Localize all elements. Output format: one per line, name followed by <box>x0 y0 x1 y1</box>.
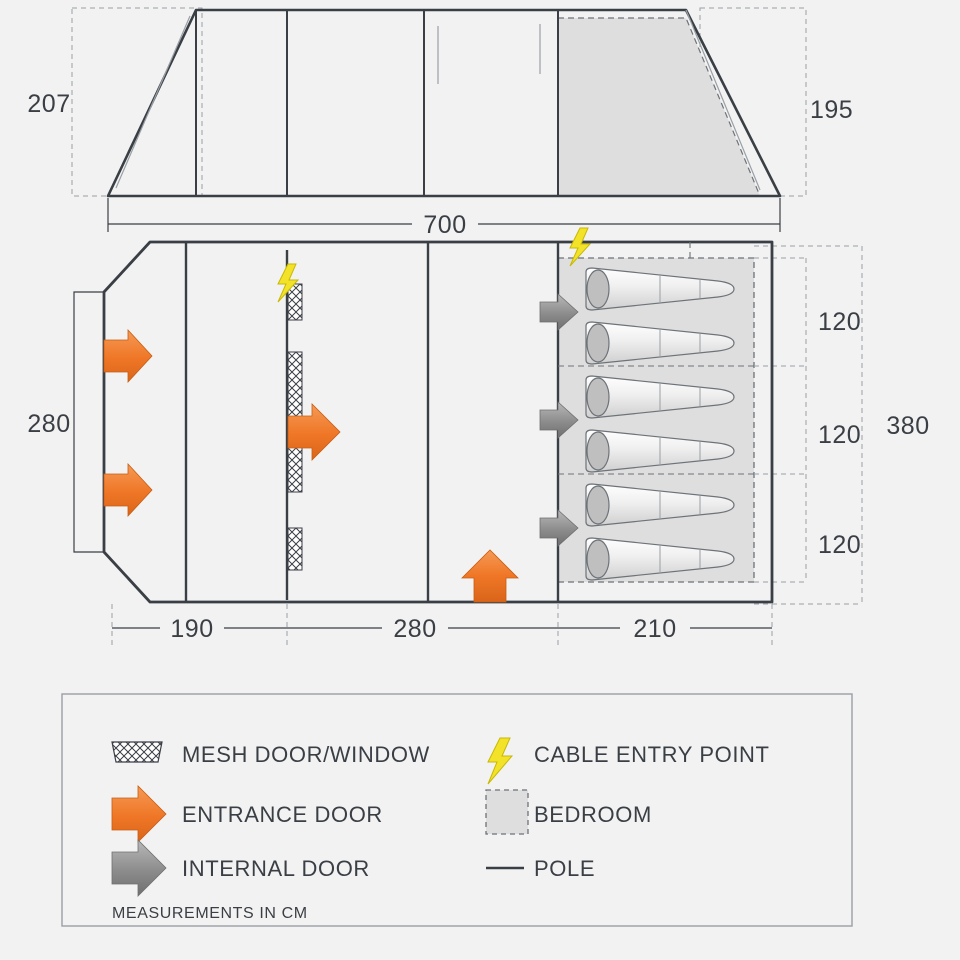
dim-overall-depth: 380 <box>886 412 930 440</box>
dim-bedroom-width-2: 120 <box>818 421 862 449</box>
entrance-door-arrow <box>104 330 152 382</box>
dim-elevation-right-height: 195 <box>810 96 854 124</box>
elevation-bedroom-region <box>558 18 760 196</box>
elevation-panel-lines <box>196 10 558 196</box>
legend-measurements-note: MEASUREMENTS IN CM <box>112 905 308 922</box>
dim-bedroom-width-1: 120 <box>818 308 862 336</box>
legend-panel <box>62 694 852 926</box>
elevation-view <box>27 8 853 239</box>
legend-label-internal-door: INTERNAL DOOR <box>182 856 370 881</box>
plan-pole-lines <box>186 242 558 602</box>
legend-label-pole: POLE <box>534 856 596 881</box>
dim-overall-length: 700 <box>423 211 467 239</box>
legend-label-entrance-door: ENTRANCE DOOR <box>182 802 383 827</box>
dim-elevation-left-height: 207 <box>27 90 71 118</box>
plan-left-dim-guides <box>74 292 104 552</box>
legend-icon-bedroom <box>486 790 528 834</box>
dim-section-length-2: 280 <box>393 615 437 643</box>
dim-section-length-3: 210 <box>633 615 677 643</box>
legend-label-mesh-door-window: MESH DOOR/WINDOW <box>182 742 430 767</box>
legend-label-cable-entry-point: CABLE ENTRY POINT <box>534 742 770 767</box>
dim-bedroom-width-3: 120 <box>818 531 862 559</box>
dim-section-length-1: 190 <box>170 615 214 643</box>
legend-icon-internal-door <box>112 840 166 896</box>
legend-icon-mesh-door-window <box>112 742 162 762</box>
entrance-door-arrow <box>104 464 152 516</box>
legend-label-bedroom: BEDROOM <box>534 802 652 827</box>
dim-porch-depth: 280 <box>27 410 71 438</box>
plan-view <box>27 228 929 648</box>
legend-icon-entrance-door <box>112 786 166 842</box>
entrance-door-arrow <box>462 550 518 602</box>
legend-icon-cable-entry-point <box>488 738 512 784</box>
